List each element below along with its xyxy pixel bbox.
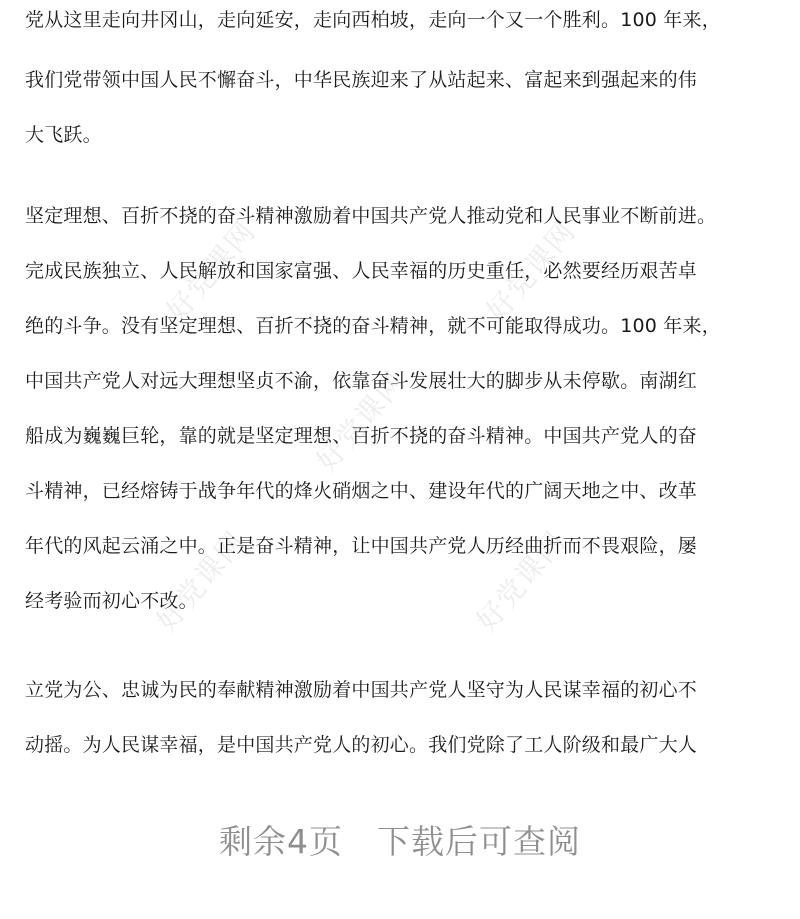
watermark: 好党课网 <box>469 524 573 638</box>
watermark: 好党课网 <box>159 214 263 328</box>
remaining-pages-label: 剩余4页 <box>219 822 343 861</box>
text-line: 大飞跃。 <box>25 124 102 146</box>
watermark: 好党课网 <box>479 214 583 328</box>
text-line: 经考验而初心不改。 <box>25 590 198 612</box>
text-line: 斗精神，已经熔铸于战争年代的烽火硝烟之中、建设年代的广阔天地之中、改革 <box>25 480 698 502</box>
watermark: 好党课网 <box>309 364 413 478</box>
text-line: 动摇。为人民谋幸福，是中国共产党人的初心。我们党除了工人阶级和最广大人 <box>25 734 698 756</box>
text-line: 立党为公、忠诚为民的奉献精神激励着中国共产党人坚守为人民谋幸福的初心不 <box>25 679 698 701</box>
text-line: 绝的斗争。没有坚定理想、百折不挠的奋斗精神，就不可能取得成功。100 年来， <box>25 315 721 337</box>
text-line: 船成为巍巍巨轮，靠的就是坚定理想、百折不挠的奋斗精神。中国共产党人的奋 <box>25 425 698 447</box>
download-prompt-button[interactable] <box>0 822 800 862</box>
text-line: 我们党带领中国人民不懈奋斗，中华民族迎来了从站起来、富起来到强起来的伟 <box>25 69 698 91</box>
text-line: 党从这里走向井冈山，走向延安，走向西柏坡，走向一个又一个胜利。100 年来， <box>25 9 721 31</box>
text-line: 中国共产党人对远大理想坚贞不渝，依靠奋斗发展壮大的脚步从未停歇。南湖红 <box>25 370 698 392</box>
watermark: 好党课网 <box>149 524 253 638</box>
download-to-view-label: 下载后可查阅 <box>377 822 581 861</box>
download-prompt-footer <box>0 800 800 919</box>
text-line: 完成民族独立、人民解放和国家富强、人民幸福的历史重任，必然要经历艰苦卓 <box>25 260 698 282</box>
text-line: 年代的风起云涌之中。正是奋斗精神，让中国共产党人历经曲折而不畏艰险，屡 <box>25 535 698 557</box>
text-line: 坚定理想、百折不挠的奋斗精神激励着中国共产党人推动党和人民事业不断前进。 <box>25 205 717 227</box>
